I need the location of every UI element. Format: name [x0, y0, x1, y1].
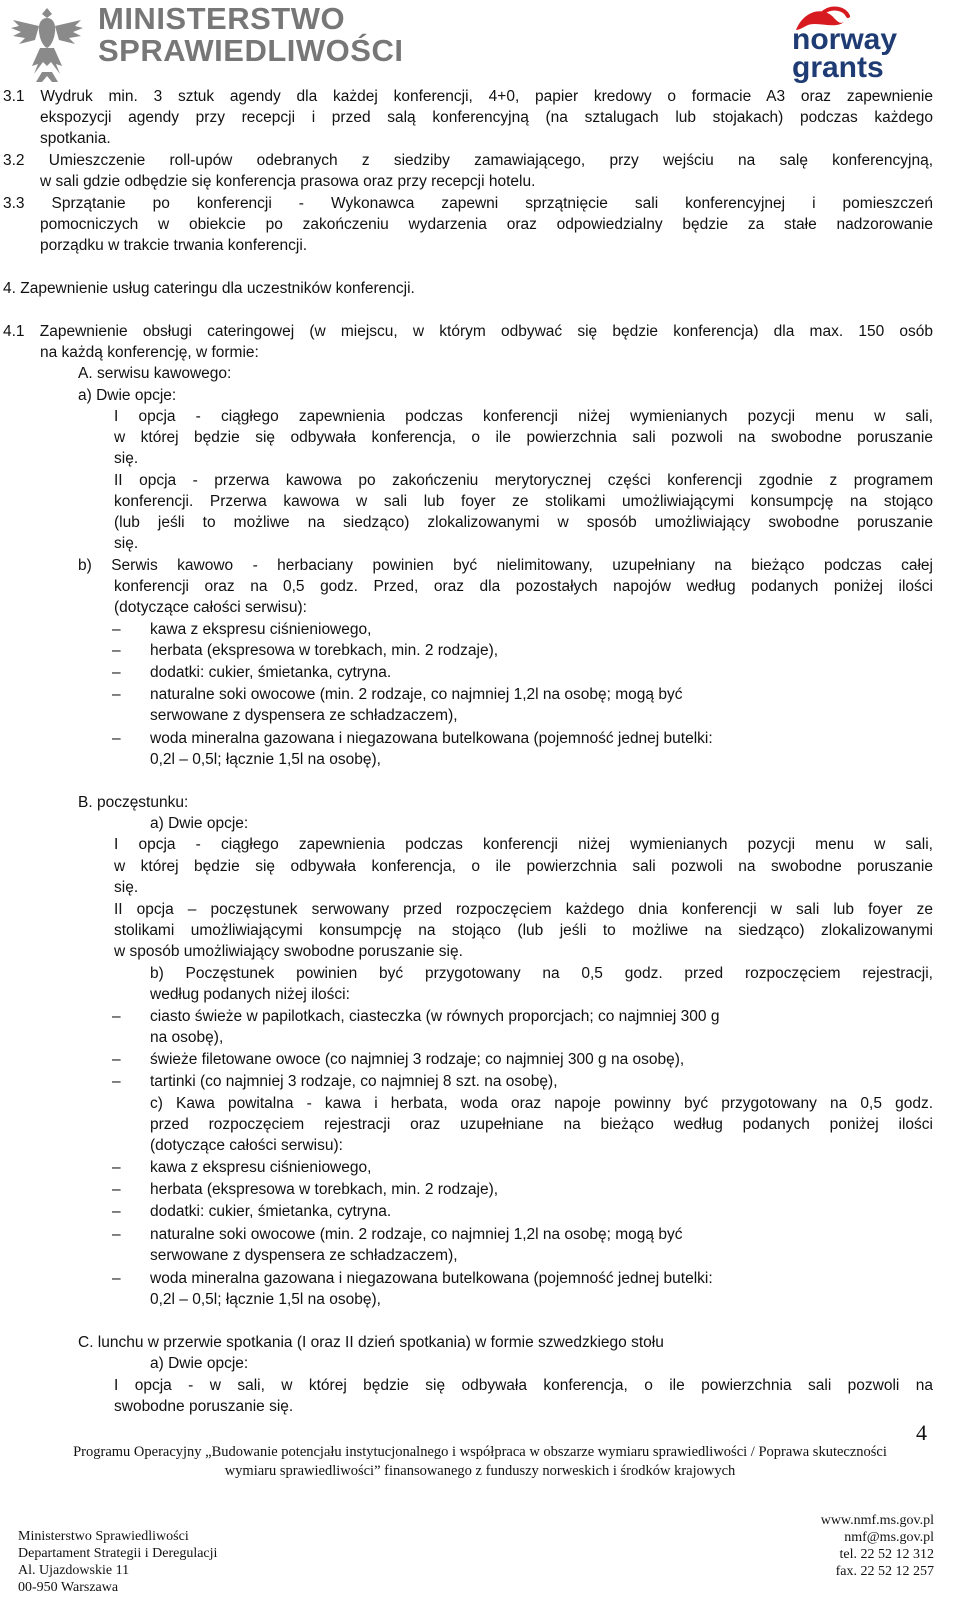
text-line: w sposób umożliwiający swobodne poruszanie się. — [114, 943, 463, 960]
text-line: 4.1 Zapewnienie obsługi cateringowej (w miejscu, w którym odbywać się będzie konferencja) dla max. 150 osób — [3, 323, 933, 340]
text-line: (lub jeśli to możliwe na siedząco) zlokalizowanymi w sposób umożliwiający swobodne poruszanie — [114, 514, 933, 531]
section-A-a: a) Dwie opcje: — [78, 387, 177, 404]
list-item-cont: serwowane z dyspensera ze schładzaczem), — [150, 1247, 458, 1264]
section-B-b: b) Poczęstunek powinien być przygotowany na 0,5 godz. przed rozpoczęciem rejestracji, — [150, 965, 933, 982]
phone-number: tel. 22 52 12 312 — [839, 1547, 934, 1562]
address-line: Departament Strategii i Deregulacji — [18, 1546, 218, 1561]
text-line: się. — [114, 879, 139, 896]
text-line: się. — [114, 535, 139, 552]
eagle-emblem-icon — [6, 2, 88, 86]
text-line: spotkania. — [40, 130, 111, 147]
text-line: stolikami umożliwiającymi konsumpcję na stojąco (lub jeśli to możliwe na siedząco) zlokalizowanymi — [114, 922, 933, 939]
list-item: – świeże filetowane owoce (co najmniej 3 rodzaje; co najmniej 300 g na osobę), — [150, 1049, 684, 1070]
text-line: 3.1 Wydruk min. 3 sztuk agendy dla każdej konferencji, 4+0, papier kredowy o formacie A3 oraz zapewnienie — [3, 88, 933, 105]
page-number: 4 — [916, 1420, 927, 1445]
list-item: – kawa z ekspresu ciśnieniowego, — [150, 1157, 371, 1178]
ministry-title-line1: MINISTERSTWO — [98, 1, 346, 36]
fax-number: fax. 22 52 12 257 — [835, 1564, 934, 1579]
list-item: – naturalne soki owocowe (min. 2 rodzaje, co najmniej 1,2l na osobę; mogą być — [150, 1224, 682, 1245]
footer-program-line2: wymiaru sprawiedliwości” finansowanego z funduszy norweskich i środków krajowych — [224, 1463, 736, 1479]
list-item-cont: serwowane z dyspensera ze schładzaczem), — [150, 707, 458, 724]
list-item: – woda mineralna gazowana i niegazowana butelkowana (pojemność jednej butelki: — [150, 1268, 713, 1289]
list-item-cont: 0,2l – 0,5l; łącznie 1,5l na osobę), — [150, 1291, 381, 1308]
text-line: (dotyczące całości serwisu): — [150, 1137, 343, 1154]
section-C-a: a) Dwie opcje: — [150, 1355, 249, 1372]
text-line: 3.2 Umieszczenie roll-upów odebranych z siedziby zamawiającego, przy wejściu na salę konferencyjną, — [3, 152, 933, 169]
address-line: Al. Ujazdowskie 11 — [18, 1563, 130, 1578]
footer-program-line1: Programu Operacyjny „Budowanie potencjału instytucjonalnego i współpraca w obszarze wymiaru sprawiedliwości / Poprawa skuteczności — [73, 1444, 887, 1460]
text-line: przed rozpoczęciem rejestracji oraz uzupełniane na bieżąco według podanych poniżej ilości — [150, 1116, 933, 1133]
section-B-c: c) Kawa powitalna - kawa i herbata, woda oraz napoje powinny być przygotowany na 0,5 godz. — [150, 1095, 933, 1112]
section-C-heading: C. lunchu w przerwie spotkania (I oraz II dzień spotkania) w formie szwedzkiego stołu — [78, 1334, 664, 1351]
ministry-logo — [6, 0, 406, 90]
text-line: porządku w trakcie trwania konferencji. — [40, 237, 308, 254]
text-line: I opcja - ciągłego zapewnienia podczas konferencji niżej wymienianych pozycji menu w sali, — [114, 408, 933, 425]
website-link[interactable]: www.nmf.ms.gov.pl — [820, 1513, 934, 1528]
list-item: – naturalne soki owocowe (min. 2 rodzaje, co najmniej 1,2l na osobę; mogą być — [150, 684, 682, 705]
text-line: swobodne poruszanie się. — [114, 1398, 294, 1415]
norway-word: norway — [792, 23, 898, 56]
text-line: w sali gdzie odbędzie się konferencja prasowa oraz przy recepcji hotelu. — [40, 173, 536, 190]
email-link[interactable]: nmf@ms.gov.pl — [844, 1530, 934, 1545]
text-line: w której będzie się odbywała konferencja, o ile powierzchnia sali pozwoli na swobodne poruszanie — [114, 858, 933, 875]
text-line: na każdą konferencję, w formie: — [40, 344, 259, 361]
text-line: według podanych niżej ilości: — [150, 986, 350, 1003]
text-line: ekspozycji agendy przy recepcji i przed salą konferencyjną (na sztalugach lub stojakach) podczas każdego — [40, 109, 933, 126]
list-item: – dodatki: cukier, śmietanka, cytryna. — [150, 662, 391, 683]
text-line: pomocniczych w obiekcie po zakończeniu wydarzenia oraz odpowiedzialny będzie za stałe nadzorowanie — [40, 216, 933, 233]
section-B-a: a) Dwie opcje: — [150, 815, 249, 832]
list-item: – woda mineralna gazowana i niegazowana butelkowana (pojemność jednej butelki: — [150, 728, 713, 749]
norway-grants-logo — [780, 0, 930, 90]
text-line: I opcja - ciągłego zapewnienia podczas konferencji niżej wymienianych pozycji menu w sali, — [114, 836, 933, 853]
text-line: w której będzie się odbywała konferencja, o ile powierzchnia sali pozwoli na swobodne poruszanie — [114, 429, 933, 446]
section-A-b: b) Serwis kawowo - herbaciany powinien być nielimitowany, uzupełniany na bieżąco podczas całej — [78, 557, 933, 574]
grants-word: grants — [792, 51, 884, 84]
list-item-cont: na osobę), — [150, 1029, 224, 1046]
footer-address — [18, 1528, 217, 1596]
text-line: II opcja - przerwa kawowa po zakończeniu merytorycznej części konferencji zgodnie z programem — [114, 472, 933, 489]
text-line: konferencji oraz na 0,5 godz. Przed, oraz dla pozostałych napojów według podanych poniżej ilości — [114, 578, 933, 595]
section-A-heading: A. serwisu kawowego: — [78, 365, 232, 382]
address-line: Ministerstwo Sprawiedliwości — [18, 1529, 189, 1544]
list-item-cont: 0,2l – 0,5l; łącznie 1,5l na osobę), — [150, 751, 381, 768]
list-item: – tartinki (co najmniej 3 rodzaje, co najmniej 8 szt. na osobę), — [150, 1071, 558, 1092]
list-item: – ciasto świeże w papilotkach, ciasteczka (w równych proporcjach; co najmniej 300 g — [150, 1006, 719, 1027]
footer-program-text — [0, 1443, 960, 1481]
ministry-title-line2: SPRAWIEDLIWOŚCI — [98, 33, 404, 68]
list-item: – dodatki: cukier, śmietanka, cytryna. — [150, 1201, 391, 1222]
list-item: – kawa z ekspresu ciśnieniowego, — [150, 619, 371, 640]
text-line: I opcja - w sali, w której będzie się odbywała konferencja, o ile powierzchnia sali pozwoli na — [114, 1377, 933, 1394]
text-line: 3.3 Sprzątanie po konferencji - Wykonawca zapewni sprzątnięcie sali konferencyjnej i pomieszczeń — [3, 195, 933, 212]
text-line: II opcja – poczęstunek serwowany przed rozpoczęciem każdego dnia konferencji w sali lub foyer ze — [114, 901, 933, 918]
section-4-heading: 4. Zapewnienie usług cateringu dla uczestników konferencji. — [3, 280, 415, 297]
list-item: – herbata (ekspresowa w torebkach, min. 2 rodzaje), — [150, 1179, 498, 1200]
text-line: konferencji. Przerwa kawowa w sali lub foyer ze stolikami umożliwiającymi konsumpcję na stojąco — [114, 493, 933, 510]
section-B-heading: B. poczęstunku: — [78, 794, 189, 811]
address-line: 00-950 Warszawa — [18, 1580, 119, 1595]
footer-contact — [821, 1512, 934, 1580]
text-line: (dotyczące całości serwisu): — [114, 599, 307, 616]
text-line: się. — [114, 450, 139, 467]
list-item: – herbata (ekspresowa w torebkach, min. 2 rodzaje), — [150, 640, 498, 661]
